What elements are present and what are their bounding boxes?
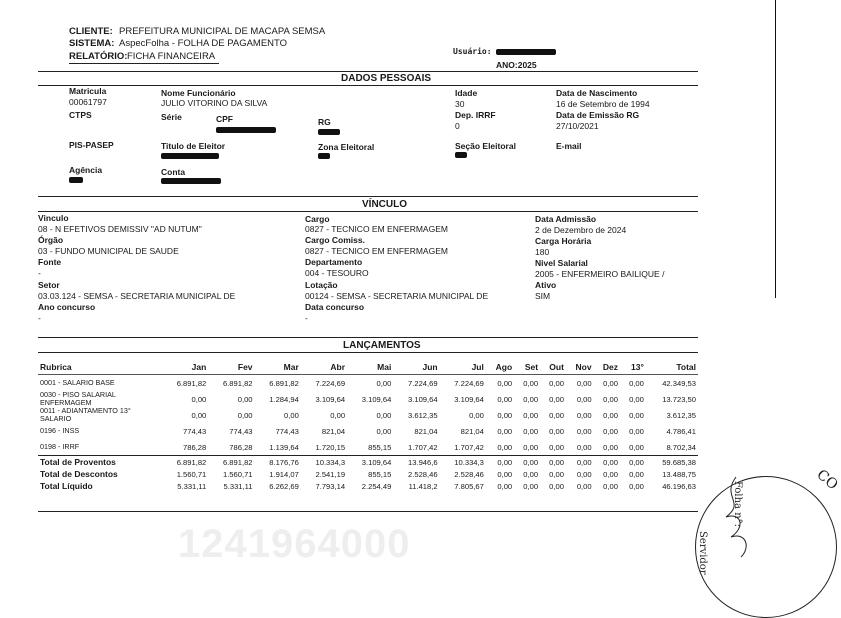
cell-value: 1.284,94: [269, 394, 299, 404]
relatorio-value: FICHA FINANCEIRA: [127, 51, 216, 62]
value-fonte: -: [38, 268, 41, 278]
header-cliente: [69, 26, 325, 37]
cell-value: 855,15: [368, 442, 392, 452]
column-header-col2: Fev: [208, 361, 254, 375]
cell-value: 3.109,64: [454, 394, 484, 404]
cell-value: 8.702,34: [666, 442, 696, 452]
cell-value: 3.109,64: [361, 394, 392, 404]
value-matricula: 00061797: [69, 97, 107, 107]
cell-value: 0,00: [603, 442, 618, 452]
label-cargo: Cargo: [305, 214, 330, 224]
cell-value: 0,00: [576, 442, 592, 452]
cell-value: 0,00: [376, 378, 392, 388]
cell-value: 0,00: [629, 469, 644, 479]
label-dep-irrf: Dep. IRRF: [455, 110, 496, 120]
label-pis: PIS-PASEP: [69, 140, 114, 150]
cell-value: 59.685,38: [646, 456, 698, 469]
column-header-col9: Set: [514, 361, 540, 375]
usuario-redacted: [496, 49, 556, 55]
column-header-col13: 13°: [620, 361, 646, 375]
cell-value: 821,04: [321, 426, 346, 436]
cell-value: 0,00: [237, 410, 253, 420]
table-row: [38, 423, 698, 439]
header-underline: [69, 63, 219, 64]
watermark-number: 1241964000: [178, 522, 411, 566]
column-header-col1: Jan: [162, 361, 208, 375]
cell-value: 42.349,53: [662, 378, 696, 388]
cell-value: 0,00: [549, 469, 564, 479]
cell-value: 774,43: [229, 426, 253, 436]
cell-value: 0,00: [576, 378, 592, 388]
cell-value: 1.139,64: [269, 442, 299, 452]
stamp: [695, 466, 841, 618]
cell-value: 0,00: [497, 442, 513, 452]
cell-value: 7.793,14: [315, 481, 346, 491]
value-cargo-comiss: 0827 - TECNICO EM ENFERMAGEM: [305, 246, 448, 256]
cell-value: 0,00: [523, 410, 539, 420]
table-row: [38, 391, 698, 407]
cell-value: 0,00: [629, 426, 644, 436]
row-label: Total de Descontos: [40, 469, 118, 479]
lancamentos-table: [38, 361, 698, 492]
value-lotacao: 00124 - SEMSA - SECRETARIA MUNICIPAL DE: [305, 291, 489, 301]
cell-value: 46.196,63: [662, 481, 696, 491]
cell-value: 1.560,71: [222, 469, 253, 479]
cell-value: 0,00: [191, 394, 207, 404]
cell-value: 0,00: [523, 469, 539, 479]
cell-value: 0,00: [191, 410, 207, 420]
cell-value: 0,00: [549, 394, 564, 404]
cell-value: 10.334,3: [301, 456, 347, 469]
column-header-col10: Out: [540, 361, 566, 375]
cell-value: 0,00: [497, 378, 513, 388]
totals-row: [38, 456, 698, 469]
stamp-co: CO: [813, 466, 841, 494]
cell-value: 0,00: [576, 394, 592, 404]
column-header-col8: Ago: [486, 361, 514, 375]
divider: [38, 196, 698, 197]
value-nome: JULIO VITORINO DA SILVA: [161, 98, 268, 108]
cell-value: 0,00: [469, 410, 484, 420]
cell-value: 6.891,82: [269, 378, 299, 388]
label-agencia: Agência: [69, 165, 103, 175]
cell-value: 0,00: [523, 481, 539, 491]
cell-value: 2.528,46: [408, 469, 438, 479]
cell-value: 3.109,64: [408, 394, 438, 404]
cell-value: 0,00: [497, 469, 513, 479]
cell-value: 0,00: [549, 378, 564, 388]
section-title-vinculo: VÍNCULO: [362, 199, 407, 210]
cell-value: 6.891,82: [222, 378, 253, 388]
value-data-concurso: -: [305, 313, 308, 323]
cell-value: 6.891,82: [176, 378, 207, 388]
cell-value: 6.891,82: [162, 456, 208, 469]
label-nivel: Nivel Salarial: [535, 258, 588, 268]
value-emissao-rg: 27/10/2021: [556, 121, 599, 131]
value-vinculo: 08 - N EFETIVOS DEMISSIV "AD NUTUM": [38, 224, 202, 234]
header-relatorio: [69, 51, 215, 62]
cell-value: 11.418,2: [408, 481, 438, 491]
cell-value: 774,43: [183, 426, 207, 436]
cliente-value: PREFEITURA MUNICIPAL DE MACAPA SEMSA: [119, 26, 326, 37]
cell-value: 0,00: [523, 378, 539, 388]
row-label: Total Líquido: [40, 481, 93, 491]
column-header-rubrica: Rubrica: [38, 361, 162, 375]
cell-value: 0,00: [523, 394, 539, 404]
value-zona-redacted: [318, 153, 330, 159]
ano: ANO:2025: [496, 60, 537, 70]
cell-value: 2.541,19: [315, 469, 346, 479]
label-admissao: Data Admissão: [535, 214, 597, 224]
value-departamento: 004 - TESOURO: [305, 268, 369, 278]
label-nascimento: Data de Nascimento: [556, 88, 638, 98]
cell-value: 4.786,41: [666, 426, 696, 436]
value-setor: 03.03.124 - SEMSA - SECRETARIA MUNICIPAL DE: [38, 291, 236, 301]
divider: [38, 337, 698, 338]
column-header-col4: Abr: [301, 361, 347, 375]
cell-value: 0,00: [629, 394, 644, 404]
cell-value: 13.488,75: [662, 469, 696, 479]
cell-value: 1.707,42: [454, 442, 484, 452]
cell-value: 8.176,76: [255, 456, 301, 469]
cell-value: 3.109,64: [347, 456, 393, 469]
label-secao: Seção Eleitoral: [455, 141, 516, 151]
cell-value: 7.224,69: [315, 378, 346, 388]
cell-value: 821,04: [414, 426, 438, 436]
value-secao-redacted: [455, 152, 467, 158]
label-cargo-comiss: Cargo Comiss.: [305, 235, 365, 245]
cell-value: 0,00: [629, 410, 644, 420]
cell-value: 0,00: [620, 456, 646, 469]
cell-value: 786,28: [183, 442, 207, 452]
cell-value: 0,00: [523, 442, 539, 452]
label-nome: Nome Funcionário: [161, 88, 236, 98]
sistema-label: SISTEMA:: [69, 38, 115, 49]
cell-value: 2.254,49: [361, 481, 392, 491]
cell-value: 0,00: [376, 410, 392, 420]
label-serie: Série: [161, 112, 182, 122]
divider: [38, 352, 698, 353]
cell-value: 3.612,35: [408, 410, 438, 420]
label-fonte: Fonte: [38, 257, 62, 267]
page-edge-line: [775, 0, 776, 298]
cell-value: 0,00: [497, 481, 513, 491]
row-label: 0198 - IRRF: [40, 442, 80, 451]
label-ctps: CTPS: [69, 110, 92, 120]
cell-value: 0,00: [497, 426, 513, 436]
cell-value: 3.612,35: [666, 410, 696, 420]
row-label: 0196 - INSS: [40, 426, 80, 435]
cell-value: 0,00: [603, 378, 618, 388]
column-header-col5: Mai: [347, 361, 393, 375]
table-row: [38, 375, 698, 392]
cell-value: 6.262,69: [269, 481, 299, 491]
value-admissao: 2 de Dezembro de 2024: [535, 225, 627, 235]
label-rg: RG: [318, 117, 331, 127]
cell-value: 0,00: [629, 378, 644, 388]
value-ativo: SIM: [535, 291, 551, 301]
cell-value: 0,00: [603, 469, 618, 479]
value-titulo-redacted: [161, 153, 219, 159]
label-orgao: Órgão: [38, 235, 64, 245]
value-cargo: 0827 - TECNICO EM ENFERMAGEM: [305, 224, 448, 234]
cell-value: 0,00: [576, 426, 592, 436]
column-header-col14: Total: [646, 361, 698, 375]
cell-value: 13.723,50: [662, 394, 696, 404]
label-idade: Idade: [455, 88, 478, 98]
cell-value: 5.331,11: [177, 481, 207, 491]
stamp-folha: Folha n°:: [732, 481, 743, 528]
value-carga: 180: [535, 247, 550, 257]
cell-value: 0,00: [576, 410, 592, 420]
cell-value: 0,00: [603, 394, 618, 404]
table-header-row: [38, 361, 698, 375]
row-label: Total de Proventos: [38, 456, 162, 469]
row-label: 0030 - PISO SALARIAL ENFERMAGEM: [40, 390, 116, 407]
divider: [38, 85, 698, 86]
label-vinculo: Vinculo: [38, 213, 69, 223]
cell-value: 0,00: [376, 426, 392, 436]
cell-value: 0,00: [603, 481, 618, 491]
column-header-col6: Jun: [393, 361, 439, 375]
cell-value: 1.914,07: [269, 469, 299, 479]
cell-value: 0,00: [549, 481, 564, 491]
row-label: 0001 - SALARIO BASE: [40, 378, 115, 387]
cell-value: 3.109,64: [315, 394, 346, 404]
cell-value: 0,00: [594, 456, 620, 469]
cell-value: 0,00: [540, 456, 566, 469]
label-carga: Carga Horária: [535, 236, 592, 246]
cell-value: 0,00: [284, 410, 299, 420]
table-row: [38, 407, 698, 423]
value-rg-redacted: [318, 129, 340, 135]
column-header-col3: Mar: [255, 361, 301, 375]
label-cpf: CPF: [216, 114, 233, 124]
value-conta-redacted: [161, 178, 221, 184]
cell-value: 0,00: [514, 456, 540, 469]
cell-value: 855,15: [368, 469, 392, 479]
sistema-value: AspecFolha - FOLHA DE PAGAMENTO: [119, 38, 288, 49]
cell-value: 1.560,71: [176, 469, 207, 479]
cell-value: 0,00: [497, 410, 513, 420]
label-data-concurso: Data concurso: [305, 302, 365, 312]
value-cpf-redacted: [216, 127, 276, 133]
label-emissao-rg: Data de Emissão RG: [556, 110, 640, 120]
cell-value: 0,00: [629, 442, 644, 452]
cliente-label: CLIENTE:: [69, 26, 113, 37]
section-title-lancamentos: LANÇAMENTOS: [343, 340, 421, 351]
cell-value: 0,00: [497, 394, 513, 404]
table-row: [38, 439, 698, 456]
label-departamento: Departamento: [305, 257, 363, 267]
cell-value: 2.528,46: [454, 469, 484, 479]
cell-value: 821,04: [460, 426, 484, 436]
value-dep-irrf: 0: [455, 121, 460, 131]
cell-value: 1.720,15: [315, 442, 346, 452]
cell-value: 7.224,69: [408, 378, 438, 388]
divider: [38, 511, 698, 512]
cell-value: 774,43: [275, 426, 299, 436]
usuario: [453, 47, 556, 56]
label-zona: Zona Eleitoral: [318, 142, 375, 152]
label-email: E-mail: [556, 141, 582, 151]
cell-value: 0,00: [576, 481, 592, 491]
column-header-col7: Jul: [440, 361, 486, 375]
column-header-col12: Dez: [594, 361, 620, 375]
cell-value: 0,00: [566, 456, 594, 469]
section-title-dados-pessoais: DADOS PESSOAIS: [341, 73, 432, 84]
usuario-label: Usuário:: [453, 47, 492, 56]
cell-value: 0,00: [486, 456, 514, 469]
divider: [38, 71, 698, 72]
cell-value: 10.334,3: [440, 456, 486, 469]
cell-value: 7.805,67: [454, 481, 484, 491]
relatorio-label: RELATÓRIO:: [69, 51, 128, 62]
column-header-col11: Nov: [566, 361, 594, 375]
cell-value: 1.707,42: [408, 442, 438, 452]
value-nascimento: 16 de Setembro de 1994: [556, 99, 650, 109]
cell-value: 786,28: [229, 442, 253, 452]
cell-value: 0,00: [603, 410, 618, 420]
value-ano-concurso: -: [38, 313, 41, 323]
cell-value: 7.224,69: [454, 378, 484, 388]
divider: [38, 211, 698, 212]
cell-value: 0,00: [603, 426, 618, 436]
cell-value: 0,00: [330, 410, 346, 420]
value-nivel: 2005 - ENFERMEIRO BAILIQUE /: [535, 269, 665, 279]
cell-value: 0,00: [629, 481, 644, 491]
totals-row: [38, 480, 698, 492]
cell-value: 0,00: [576, 469, 592, 479]
cell-value: 13.946,6: [393, 456, 439, 469]
value-idade: 30: [455, 99, 465, 109]
label-conta: Conta: [161, 167, 186, 177]
cell-value: 0,00: [523, 426, 539, 436]
label-lotacao: Lotação: [305, 280, 338, 290]
stamp-servidor: Servidor: [697, 531, 708, 575]
cell-value: 0,00: [549, 442, 564, 452]
label-setor: Setor: [38, 280, 60, 290]
row-label: 0011 - ADIANTAMENTO 13° SALARIO: [40, 406, 131, 423]
label-titulo: Titulo de Eleitor: [161, 141, 226, 151]
cell-value: 0,00: [237, 394, 253, 404]
cell-value: 5.331,11: [223, 481, 253, 491]
cell-value: 6.891,82: [208, 456, 254, 469]
value-agencia-redacted: [69, 177, 83, 183]
totals-row: [38, 468, 698, 480]
cell-value: 0,00: [549, 410, 564, 420]
cell-value: 0,00: [549, 426, 564, 436]
label-ativo: Ativo: [535, 280, 557, 290]
header-sistema: [69, 38, 287, 49]
value-orgao: 03 - FUNDO MUNICIPAL DE SAUDE: [38, 246, 179, 256]
label-matricula: Matricula: [69, 86, 107, 96]
label-ano-concurso: Ano concurso: [38, 302, 96, 312]
signature-icon: [716, 477, 756, 557]
